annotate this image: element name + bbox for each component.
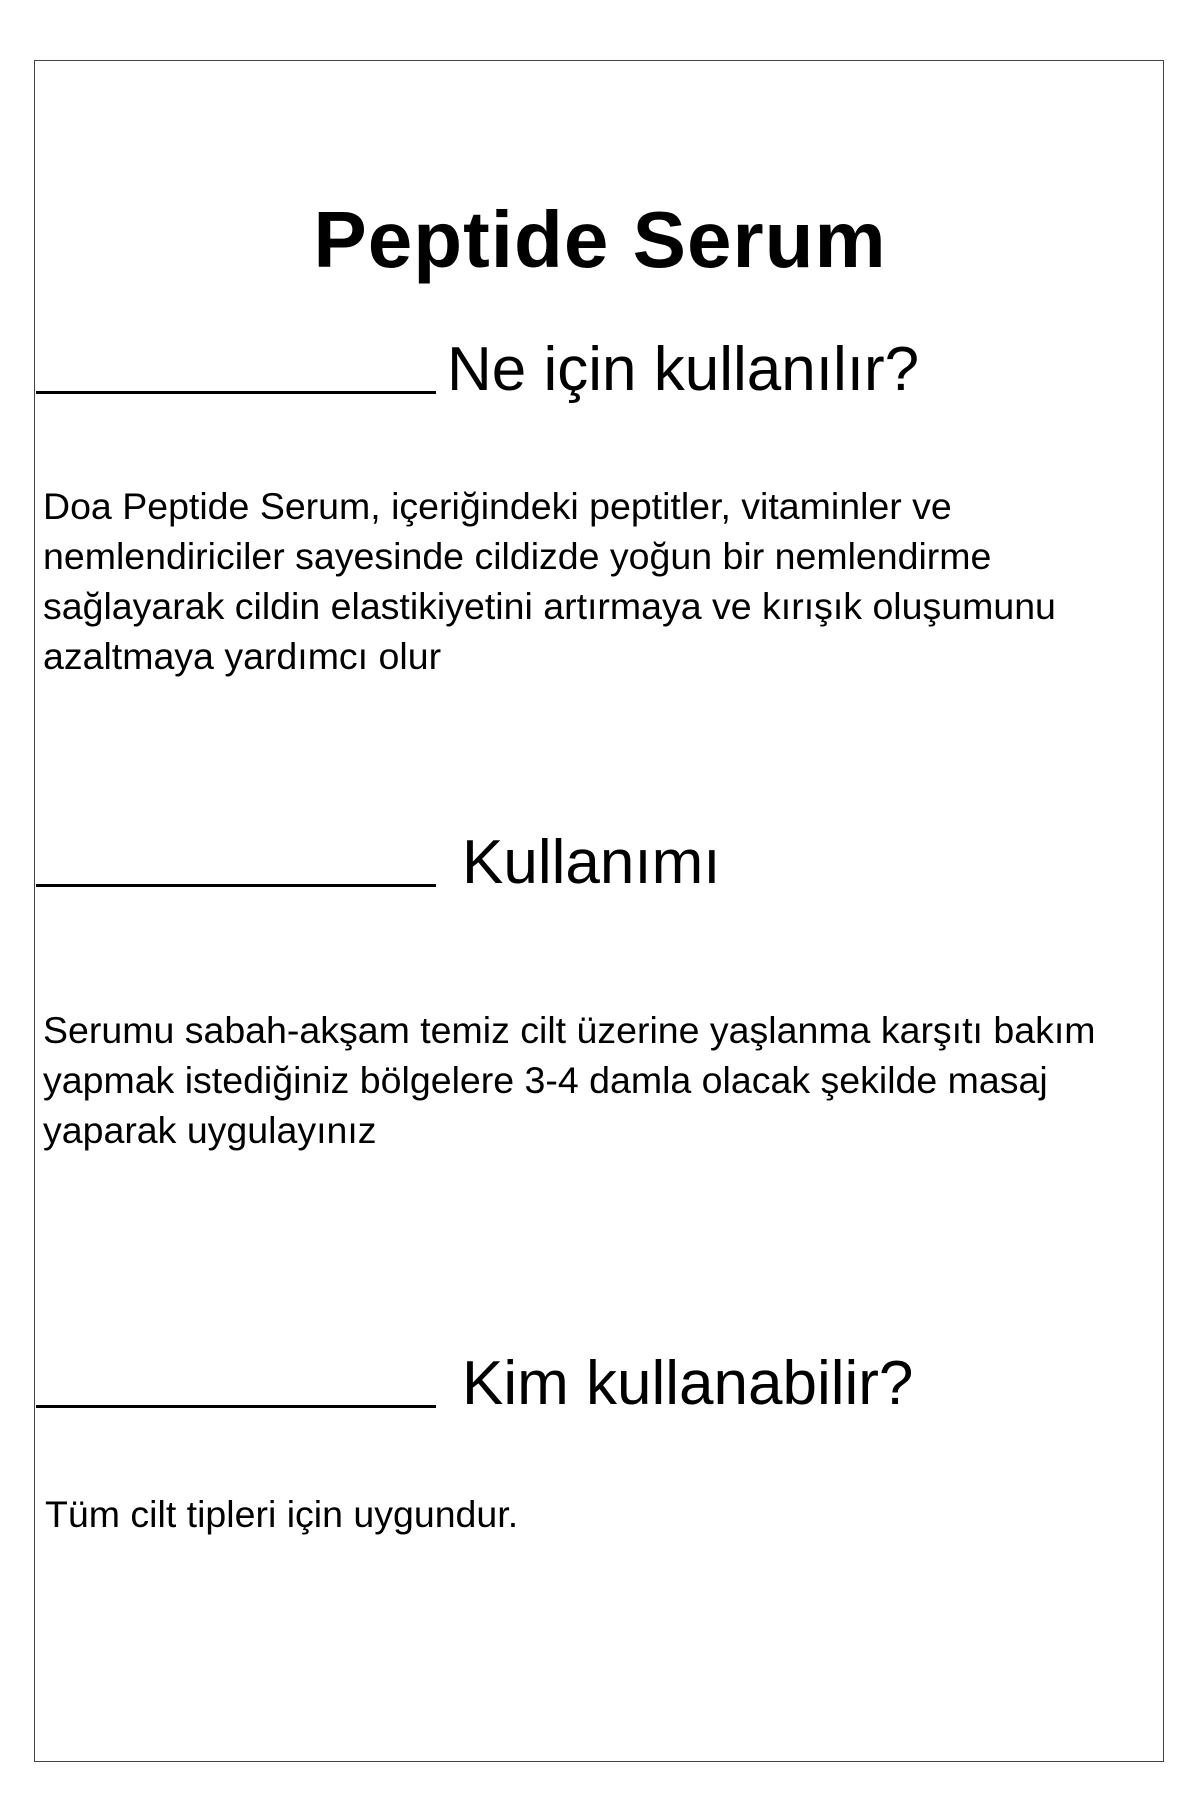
section-heading-usage-purpose: Ne için kullanılır? [447, 335, 920, 404]
section-divider-who-can-use [36, 1405, 436, 1408]
section-divider-usage-purpose [36, 391, 436, 394]
page-title: Peptide Serum [313, 194, 887, 284]
section-body-how-to-use: Serumu sabah-akşam temiz cilt üzerine yaşlanma karşıtı bakım yapmak istediğiniz bölgelere 3-4 damla olacak şekilde masaj yaparak uygulayınız [43, 1009, 1096, 1151]
section-heading-how-to-use: Kullanımı [462, 828, 721, 897]
section-body-usage-purpose: Doa Peptide Serum, içeriğindeki peptitler, vitaminler ve nemlendiriciler sayesinde cildizde yoğun bir nemlendirme sağlayarak cildin elastikiyetini artırmaya ve kırışık oluşumunu azaltmaya yardımcı olur [43, 485, 1056, 677]
section-body-who-can-use: Tüm cilt tipleri için uygundur. [45, 1493, 519, 1535]
section-heading-who-can-use: Kim kullanabilir? [462, 1349, 914, 1418]
section-divider-how-to-use [36, 884, 436, 887]
